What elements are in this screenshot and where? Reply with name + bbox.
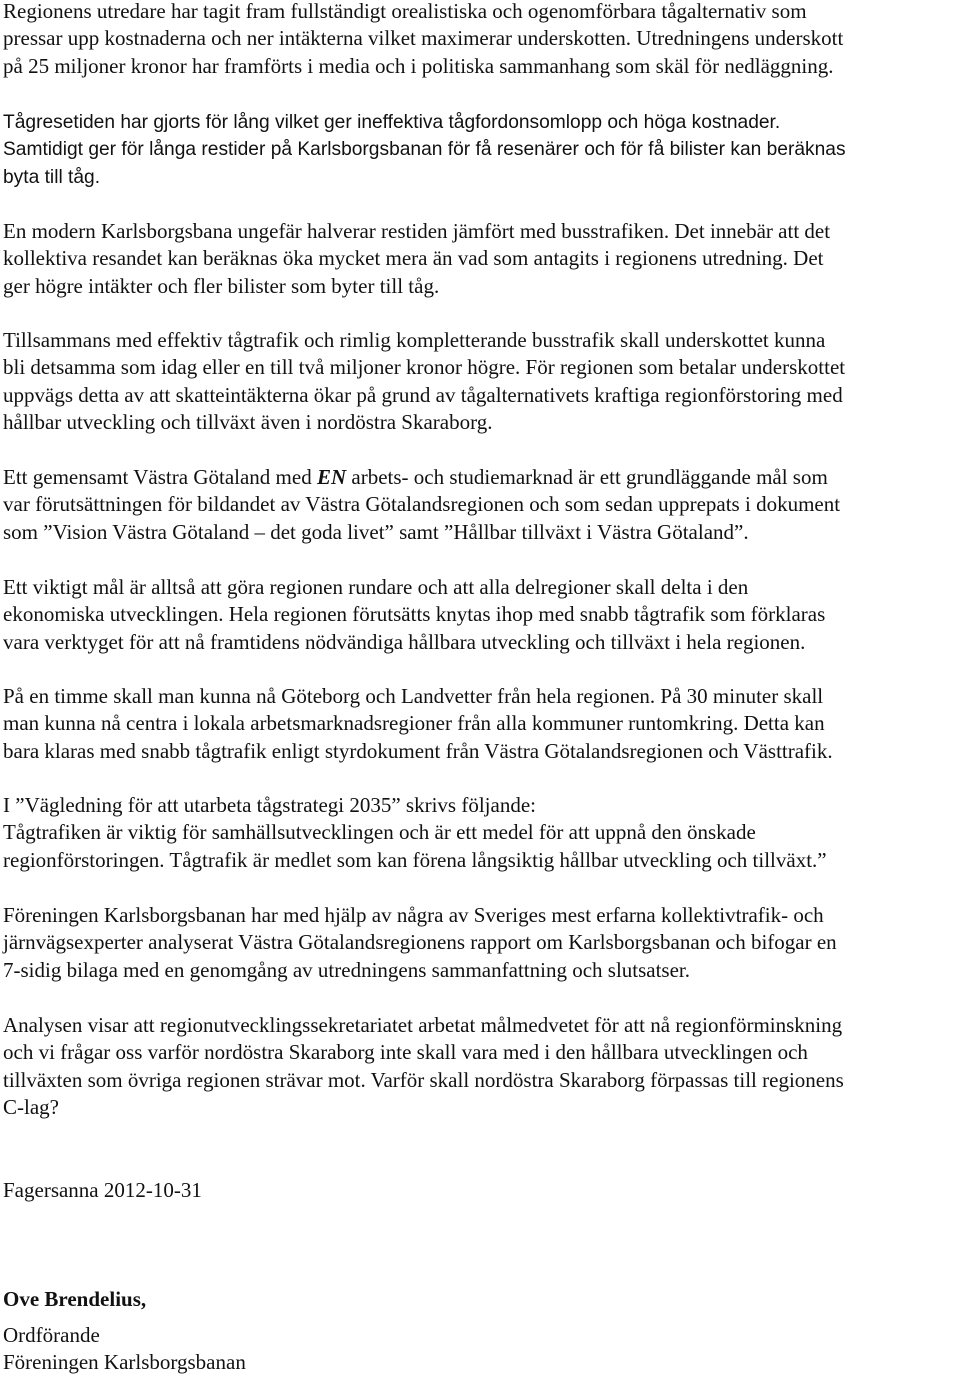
paragraph-4: [3, 327, 958, 437]
text-line: Tågresetiden har gjorts för lång vilket ger ineffektiva tågfordonsomlopp och höga kostnader.: [3, 112, 781, 133]
text-line: ekonomiska utvecklingen. Hela regionen förutsätts knytas ihop med snabb tågtrafik som förklaras: [3, 602, 826, 627]
paragraph-2: [3, 109, 958, 191]
text-line: på 25 miljoner kronor har framförts i media och i politiska sammanhang som skäl för nedläggning.: [3, 53, 834, 78]
paragraph-1: [3, 0, 958, 80]
signatory-name: [3, 1286, 958, 1313]
text-line: Föreningen Karlsborgsbanan har med hjälp av några av Sveriges mest erfarna kollektivtrafik- och: [3, 903, 824, 927]
signatory-title-text: Ordförande: [3, 1323, 100, 1347]
paragraph-7: [3, 683, 958, 765]
text-line: En modern Karlsborgsbana ungefär halverar restiden jämfört med busstrafiken. Det innebär att det: [3, 219, 831, 243]
text-line: ger högre intäkter och fler bilister som byter till tåg.: [3, 273, 440, 298]
signatory-title: [3, 1322, 958, 1349]
text-line: C-lag?: [3, 1095, 59, 1120]
text-segment: arbets- och studiemarknad är ett grundläggande mål som: [346, 465, 828, 489]
text-line: På en timme skall man kunna nå Göteborg och Landvetter från hela regionen. På 30 minuter skall: [3, 684, 824, 708]
paragraph-3: [3, 218, 958, 300]
text-line: var förutsättningen för bildandet av Västra Götalandsregionen och som sedan upprepats i dokument: [3, 492, 841, 517]
paragraph-5: [3, 464, 958, 546]
emphasis-text: EN: [316, 465, 347, 489]
paragraph-8: [3, 792, 958, 874]
place-date: [3, 1177, 958, 1204]
text-line: man kunna nå centra i lokala arbetsmarknadsregioner från alla kommuner runtomkring. Detta kan: [3, 711, 825, 736]
text-line: vara verktyget för att nå framtidens nödvändiga hållbara utveckling och tillväxt i hela regionen.: [3, 629, 806, 654]
text-line: Analysen visar att regionutvecklingssekretariatet arbetat målmedvetet för att nå regionförminskning: [3, 1013, 843, 1037]
paragraph-10: [3, 1012, 958, 1122]
signatory-name-text: Ove Brendelius,: [3, 1287, 147, 1311]
paragraph-6: [3, 574, 958, 656]
place-date-text: Fagersanna 2012-10-31: [3, 1178, 202, 1202]
text-line: byta till tåg.: [3, 166, 101, 188]
text-line: 7-sidig bilaga med en genomgång av utredningens sammanfattning och slutsatser.: [3, 957, 691, 982]
text-line: Ett viktigt mål är alltså att göra regionen rundare och att alla delregioner skall delta i den: [3, 575, 749, 599]
text-line: regionförstoringen. Tågtrafik är medlet som kan förena långsiktig hållbar utveckling och tillväxt.”: [3, 847, 827, 872]
text-line: I ”Vägledning för att utarbeta tågstrategi 2035” skrivs följande:: [3, 793, 536, 817]
text-line: uppvägs detta av att skatteintäkterna ökar på grund av tågalternativets kraftiga regionförstoring med: [3, 382, 843, 407]
text-line: hållbar utveckling och tillväxt även i nordöstra Skaraborg.: [3, 410, 493, 435]
text-line: järnvägsexperter analyserat Västra Götalandsregionens rapport om Karlsborgsbanan och bifogar en: [3, 930, 837, 955]
text-line: kollektiva resandet kan beräknas öka mycket mera än vad som antagits i regionens utredning. Det: [3, 246, 824, 271]
text-line: och vi frågar oss varför nordöstra Skaraborg inte skall vara med i den hållbara utvecklingen och: [3, 1040, 808, 1065]
text-line: [3, 464, 958, 491]
text-line: bara klaras med snabb tågtrafik enligt styrdokument från Västra Götalandsregionen och Västtrafik.: [3, 738, 833, 763]
text-line: som ”Vision Västra Götaland – det goda livet” samt ”Hållbar tillväxt i Västra Götaland”.: [3, 519, 749, 544]
text-line: tillväxten som övriga regionen strävar mot. Varför skall nordöstra Skaraborg förpassas till regionens: [3, 1067, 844, 1092]
text-line: pressar upp kostnaderna och ner intäkterna vilket maximerar underskotten. Utredningens underskott: [3, 26, 844, 51]
text-line: Regionens utredare har tagit fram fullständigt orealistiska och ogenomförbara tågalternativ som: [3, 0, 807, 23]
paragraph-9: [3, 902, 958, 984]
signatory-organization-text: Föreningen Karlsborgsbanan: [3, 1350, 246, 1374]
text-line: bli detsamma som idag eller en till två miljoner kronor högre. För regionen som betalar underskottet: [3, 355, 846, 380]
text-segment: Ett gemensamt Västra Götaland med: [3, 465, 317, 489]
text-line: Tågtrafiken är viktig för samhällsutvecklingen och är ett medel för att uppnå den önskade: [3, 820, 756, 845]
text-line: Samtidigt ger för långa restider på Karlsborgsbanan för få resenärer och för få bilister kan beräknas: [3, 139, 846, 161]
text-line: Tillsammans med effektiv tågtrafik och rimlig kompletterande busstrafik skall underskottet kunna: [3, 328, 826, 352]
signatory-organization: [3, 1349, 958, 1376]
